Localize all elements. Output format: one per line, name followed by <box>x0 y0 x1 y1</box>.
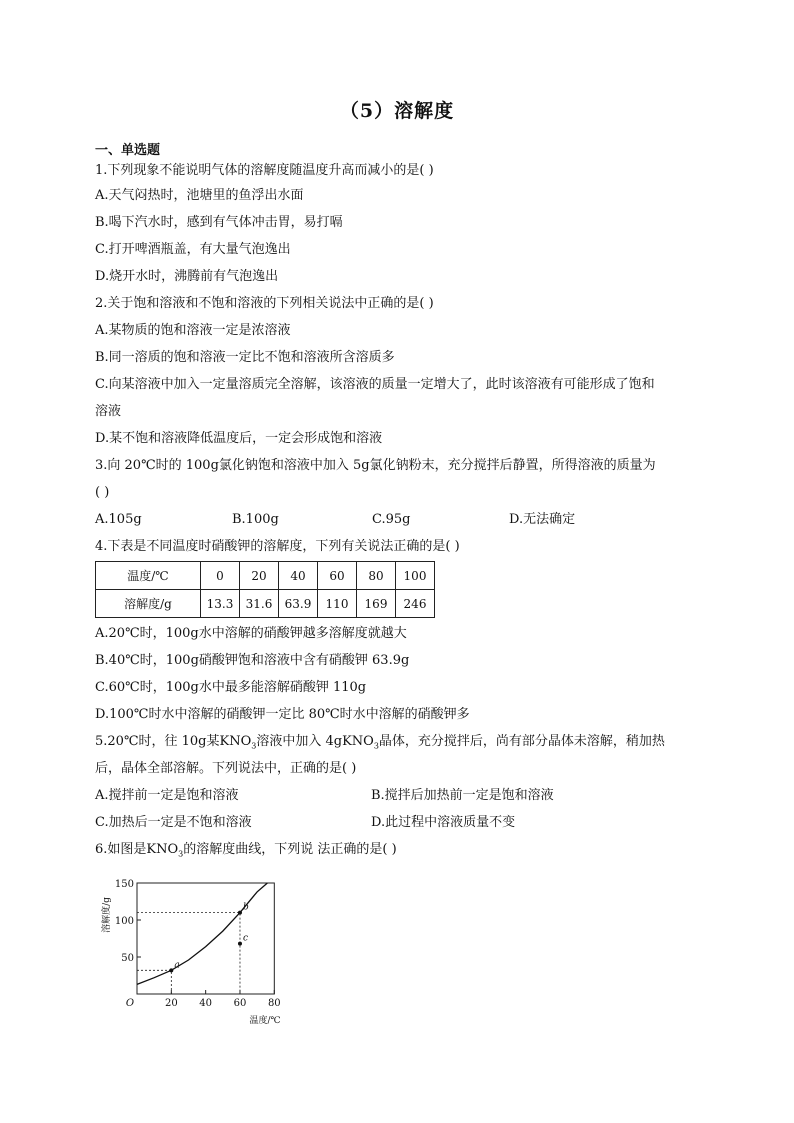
plot-frame <box>137 883 274 994</box>
question-2-stem: 2.关于饱和溶液和不饱和溶液的下列相关说法中正确的是( ) <box>95 296 434 311</box>
question-1-stem: 1.下列现象不能说明气体的溶解度随温度升高而减小的是( ) <box>95 163 434 178</box>
question-5-option-d: D.此过程中溶液质量不变 <box>371 815 516 830</box>
origin-label: O <box>125 998 135 1009</box>
x-tick-label: 40 <box>199 998 213 1009</box>
x-tick-label: 60 <box>233 998 247 1009</box>
question-4-stem: 4.下表是不同温度时硝酸钾的溶解度，下列有关说法正确的是( ) <box>95 539 460 554</box>
solubility-curve-chart <box>95 872 295 1027</box>
question-3-stem-line1: 3.向 20℃时的 100g氯化钠饱和溶液中加入 5g氯化钠粉末，充分搅拌后静置，所得溶液的质量为 <box>95 458 656 473</box>
formula-kno3 <box>146 842 183 857</box>
question-4-option-c: C.60℃时，100g水中最多能溶解硝酸钾 110g <box>95 680 367 695</box>
point-label-c: c <box>242 933 249 944</box>
table-cell: 40 <box>279 562 318 590</box>
question-2-option-c-line2: 溶液 <box>95 404 122 419</box>
x-axis-label: 温度/℃ <box>249 1016 281 1026</box>
question-5-options-row2 <box>95 809 715 836</box>
data-point-b <box>238 911 242 915</box>
table-cell: 60 <box>318 562 357 590</box>
point-label-b: b <box>242 902 249 913</box>
question-1-option-c: C.打开啤酒瓶盖，有大量气泡逸出 <box>95 242 291 257</box>
formula-text: KNO <box>219 734 252 749</box>
question-6-stem-part2: 的溶解度曲线，下列说 法正确的是( ) <box>183 842 397 857</box>
formula-subscript: 3 <box>178 849 184 859</box>
question-4-option-a: A.20℃时，100g水中溶解的硝酸钾越多溶解度就越大 <box>95 626 407 641</box>
table-cell: 13.3 <box>201 590 240 618</box>
question-5-stem-part3: 晶体，充分搅拌后，尚有部分晶体未溶解，稍加热 <box>378 734 665 749</box>
question-5-stem-line2: 后，晶体全部溶解。下列说法中，正确的是( ) <box>95 761 357 776</box>
formula-text: KNO <box>342 734 374 749</box>
guide-line-b <box>137 913 240 994</box>
y-axis-label: 溶解度/g <box>102 897 112 933</box>
y-tick-label: 150 <box>114 879 134 890</box>
table-cell: 100 <box>396 562 435 590</box>
formula-subscript: 3 <box>251 741 257 751</box>
question-6-stem-part1: 6.如图是 <box>95 842 147 857</box>
table-cell: 246 <box>396 590 435 618</box>
question-3-stem-line2: ( ) <box>95 485 110 500</box>
section-heading: 一、单选题 <box>95 143 161 158</box>
question-2-option-c-line1: C.向某溶液中加入一定量溶质完全溶解，该溶液的质量一定增大了，此时该溶液有可能形成了饱和 <box>95 377 655 392</box>
formula-kno3 <box>342 734 379 749</box>
data-point-c <box>238 942 242 946</box>
formula-kno3 <box>219 734 256 749</box>
point-label-a: a <box>174 960 180 971</box>
question-2-option-d: D.某不饱和溶液降低温度后，一定会形成饱和溶液 <box>95 431 383 446</box>
question-6-stem <box>95 836 715 863</box>
table-row <box>96 590 435 618</box>
table-row <box>96 562 435 590</box>
table-cell: 20 <box>240 562 279 590</box>
question-3-option-d: D.无法确定 <box>509 512 576 527</box>
question-5-options-row1 <box>95 782 715 809</box>
question-4-option-d: D.100℃时水中溶解的硝酸钾一定比 80℃时水中溶解的硝酸钾多 <box>95 707 470 722</box>
table-header-temperature: 温度/℃ <box>96 562 201 590</box>
question-3-option-a: A.105g <box>95 512 142 527</box>
table-cell: 80 <box>357 562 396 590</box>
table-cell: 31.6 <box>240 590 279 618</box>
question-content <box>95 142 715 863</box>
question-5-stem-line1 <box>95 728 715 755</box>
question-3-option-c: C.95g <box>372 512 411 527</box>
x-tick-label: 20 <box>164 998 178 1009</box>
question-5-option-b: B.搅拌后加热前一定是饱和溶液 <box>371 788 554 803</box>
y-tick-label: 50 <box>121 953 134 964</box>
x-tick-label: 80 <box>267 998 281 1009</box>
table-cell: 0 <box>201 562 240 590</box>
data-point-a <box>169 968 173 972</box>
table-cell: 63.9 <box>279 590 318 618</box>
table-cell: 110 <box>318 590 357 618</box>
formula-subscript: 3 <box>373 741 379 751</box>
question-5-option-c: C.加热后一定是不饱和溶液 <box>95 815 252 830</box>
formula-text: KNO <box>146 842 179 857</box>
question-1-option-d: D.烧开水时，沸腾前有气泡逸出 <box>95 269 279 284</box>
table-header-solubility: 溶解度/g <box>96 590 201 618</box>
question-4-option-b: B.40℃时，100g硝酸钾饱和溶液中含有硝酸钾 63.9g <box>95 653 410 668</box>
question-5-stem-part1: 5.20℃时，往 10g某 <box>95 734 220 749</box>
question-2-option-b: B.同一溶质的饱和溶液一定比不饱和溶液所含溶质多 <box>95 350 395 365</box>
question-2-option-a: A.某物质的饱和溶液一定是浓溶液 <box>95 323 291 338</box>
table-cell: 169 <box>357 590 396 618</box>
question-3-option-b: B.100g <box>232 512 279 527</box>
question-5-stem-part2: 溶液中加入 4g <box>256 734 343 749</box>
solubility-table <box>95 561 435 618</box>
question-1-option-b: B.喝下汽水时，感到有气体冲击胃，易打嗝 <box>95 215 343 230</box>
page-title: （5）溶解度 <box>339 100 455 122</box>
y-tick-label: 100 <box>114 916 134 927</box>
question-3-options <box>95 506 715 533</box>
question-5-option-a: A.搅拌前一定是饱和溶液 <box>95 788 239 803</box>
question-1-option-a: A.天气闷热时，池塘里的鱼浮出水面 <box>95 188 304 203</box>
